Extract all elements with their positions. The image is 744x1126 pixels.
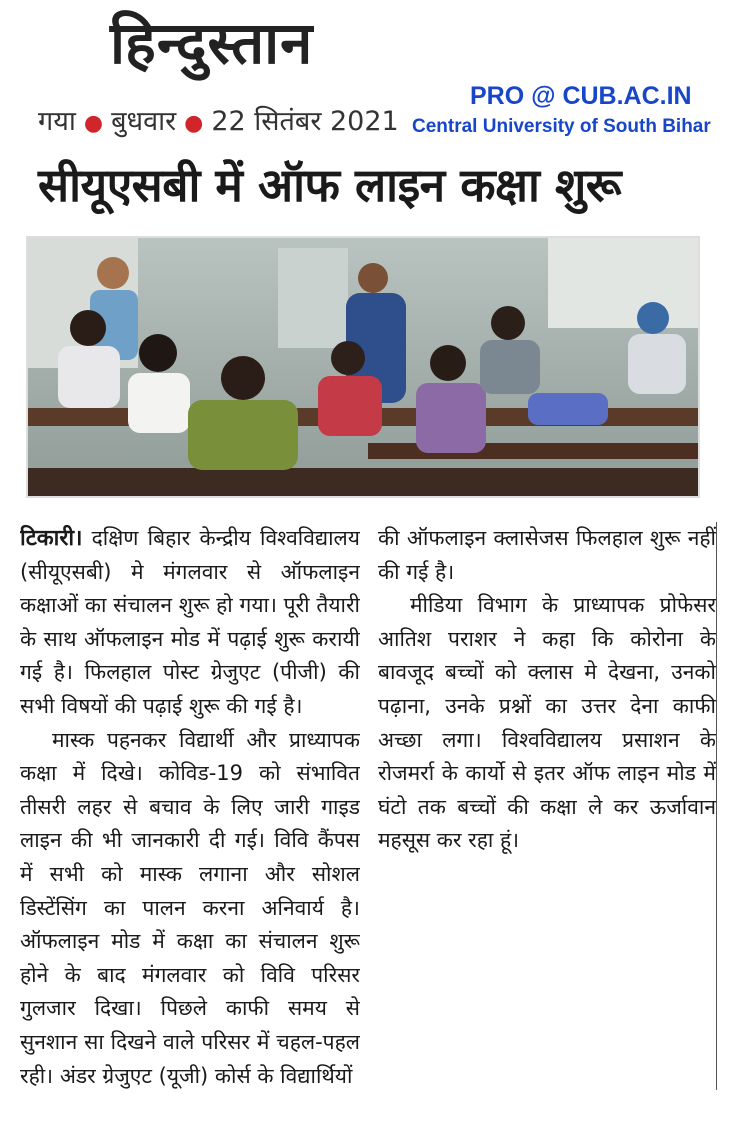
article-column-right	[378, 522, 716, 1102]
article-paragraph-1-text: दक्षिण बिहार केन्द्रीय विश्वविद्यालय (सीयूएसबी) मे मंगलवार से ऑफलाइन कक्षाओं का संचालन शुरू हो गया। पूरी तैयारी के साथ ऑफलाइन मोड में पढ़ाई शुरू करायी गई है। फिलहाल पोस्ट ग्रेजुएट (पीजी) की सभी विषयों की पढ़ाई शुरू की गई है।	[20, 526, 360, 718]
article-paragraph-2-continued: की ऑफलाइन क्लासेजस फिलहाल शुरू नहीं की गई है।	[378, 526, 716, 584]
classroom-photo	[26, 236, 700, 498]
article-dateline: टिकारी।	[20, 526, 83, 551]
article-column-left	[20, 522, 360, 1102]
article-paragraph-2: मास्क पहनकर विद्यार्थी और प्राध्यापक कक्षा में दिखे। कोविड-19 को संभावित तीसरी लहर से बचाव के लिए जारी गाइड लाइन की भी जानकारी दी गई। विवि कैंपस में सभी को मास्क लगाना और सोशल डिस्टेंसिंग का पालन करना अनिवार्य है। ऑफलाइन मोड में कक्षा का संचालन शुरू होने के बाद मंगलवार को विवि परिसर गुलजार दिखा। पिछले काफी समय से सुनशान सा दिखने वाले परिसर में चहल-पहल रही। अंडर ग्रेजुएट (यूजी) कोर्स के विद्यार्थियों	[20, 727, 360, 1088]
article-paragraph-3: मीडिया विभाग के प्राध्यापक प्रोफेसर आतिश पराशर ने कहा कि कोरोना के बावजूद बच्चों को क्लास मे देखना, उनको पढ़ाना, उनके प्रश्नों का उत्तर देना काफी अच्छा लगा। विश्वविद्यालय प्रसाशन के रोजमर्रा के कार्यो से इतर ऑफ लाइन मोड में घंटो तक बच्चों की कक्षा ले कर ऊर्जावान महसूस कर रहा हूं।	[378, 593, 716, 853]
edition-date: 22 सितंबर 2021	[211, 106, 399, 137]
newspaper-masthead: हिन्दुस्तान	[110, 9, 314, 77]
column-divider	[716, 522, 717, 1090]
pro-email-tag: PRO @ CUB.AC.IN	[470, 82, 692, 110]
edition-weekday: बुधवार	[111, 106, 177, 137]
classroom-photo-image	[28, 238, 698, 496]
edition-dateline	[38, 102, 399, 142]
article-paragraph-1	[20, 522, 360, 724]
university-name-tag: Central University of South Bihar	[412, 116, 711, 137]
article-headline: सीयूएसबी में ऑफ लाइन कक्षा शुरू	[38, 158, 621, 212]
bullet-icon: ●	[83, 111, 104, 136]
bullet-icon: ●	[184, 111, 204, 136]
edition-city: गया	[38, 106, 76, 137]
